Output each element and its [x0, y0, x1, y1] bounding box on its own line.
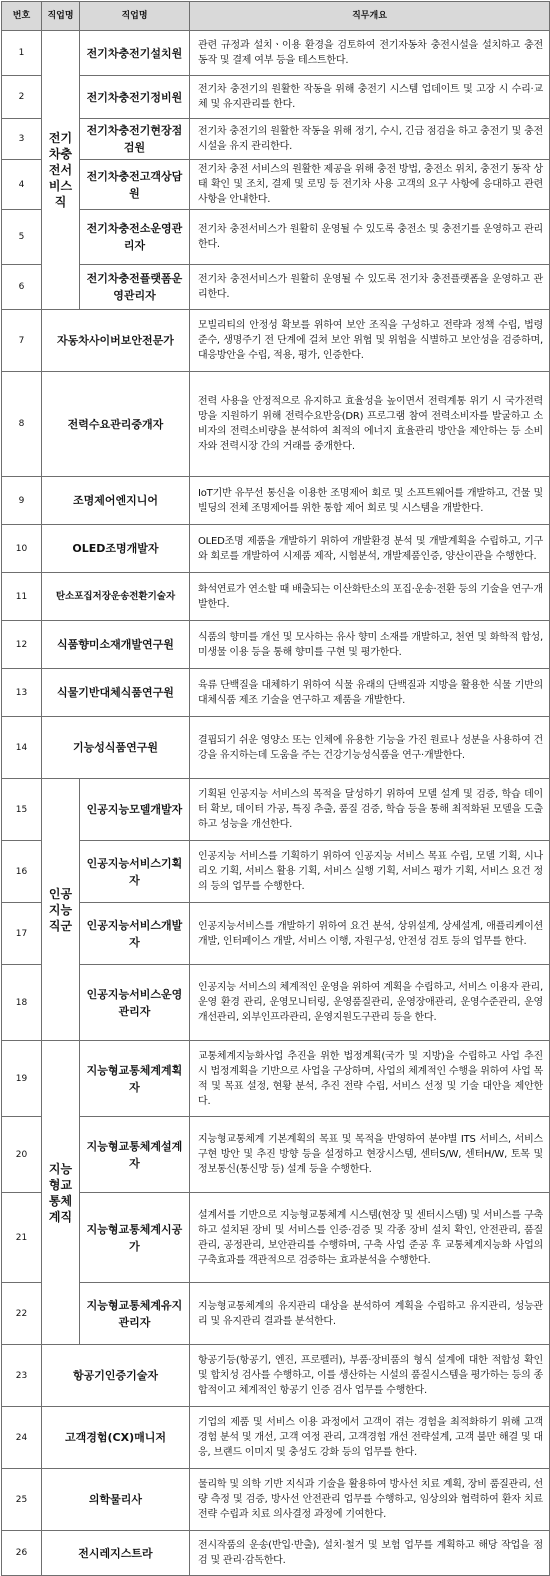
- job-name: 전기차충전기설치원: [80, 31, 190, 76]
- job-description: 기획된 인공지능 서비스의 목적을 달성하기 위하여 모델 설계 및 검증, 학습 데이터 확보, 데이터 가공, 특징 추출, 품질 검증, 학습 등을 통해 최적화된 모델을 도출하고 성능을 개선한다.: [190, 779, 550, 841]
- job-name: 인공지능서비스기획자: [80, 841, 190, 903]
- table-row: [2, 621, 550, 669]
- table-row: [2, 669, 550, 717]
- job-name: 기능성식품연구원: [42, 717, 190, 779]
- table-row: [2, 965, 550, 1041]
- job-description: 기업의 제품 및 서비스 이용 과정에서 고객이 겪는 경험을 최적화하기 위해 고객 경험 분석 및 개선, 고객 여정 관리, 고객경험 개선 전략설계, 고객 불만 해결 및 대응, 브랜드 이미지 및 충성도 강화 등의 업무를 한다.: [190, 1407, 550, 1469]
- job-description: 설계서를 기반으로 지능형교통체계 시스템(현장 및 센터시스템) 및 서비스를 구축하고 설치된 장비 및 서비스를 인증·검증 및 각종 장비 설치 확인, 안전관리, 품질관리, 공정관리, 보안관리를 수행하며, 구축 사업 준공 후 교통체계지능화 사업의 구축효과를 객관적으로 검증하는 효과분석을 수행한다.: [190, 1193, 550, 1283]
- table-row: [2, 31, 550, 76]
- job-name: 전기차충전플랫폼운영관리자: [80, 265, 190, 310]
- job-name: 전시레지스트라: [42, 1531, 190, 1576]
- table-row: [2, 1345, 550, 1407]
- job-description: 식품의 향미를 개선 및 모사하는 유사 향미 소재를 개발하고, 천연 및 화학적 합성, 미생물 이용 등을 통해 향미를 구현 및 평가한다.: [190, 621, 550, 669]
- table-row: [2, 477, 550, 525]
- job-name: 고객경험(CX)매니저: [42, 1407, 190, 1469]
- table-row: [2, 717, 550, 779]
- table-row: [2, 1117, 550, 1193]
- table-row: [2, 1193, 550, 1283]
- table-row: [2, 372, 550, 477]
- job-description: IoT기반 유무선 통신을 이용한 조명제어 회로 및 소프트웨어를 개발하고, 건물 및 빌딩의 전체 조명제어를 위한 통합 제어 회로 및 시스템을 개발한다.: [190, 477, 550, 525]
- job-description: 관련 규정과 설치ㆍ이용 환경을 검토하여 전기자동차 충전시설을 설치하고 충전 동작 및 결제 여부 등을 테스트한다.: [190, 31, 550, 76]
- table-row: [2, 119, 550, 160]
- row-number: 3: [2, 119, 42, 160]
- header-desc: 직무개요: [190, 2, 550, 31]
- header-job: 직업명: [80, 2, 190, 31]
- job-name: 지능형교통체계시공가: [80, 1193, 190, 1283]
- table-row: [2, 903, 550, 965]
- job-description: 전기차 충전기의 원활한 작동을 위해 정기, 수시, 긴급 점검을 하고 충전기 및 충전시설을 유지 관리한다.: [190, 119, 550, 160]
- table-row: [2, 841, 550, 903]
- job-name: 식물기반대체식품연구원: [42, 669, 190, 717]
- table-row: [2, 265, 550, 310]
- row-number: 6: [2, 265, 42, 310]
- row-number: 21: [2, 1193, 42, 1283]
- job-name: 항공기인증기술자: [42, 1345, 190, 1407]
- table-row: [2, 160, 550, 210]
- job-name: OLED조명개발자: [42, 525, 190, 573]
- row-number: 1: [2, 31, 42, 76]
- job-name: 인공지능서비스운영관리자: [80, 965, 190, 1041]
- job-name: 인공지능모델개발자: [80, 779, 190, 841]
- row-number: 18: [2, 965, 42, 1041]
- table-row: [2, 1407, 550, 1469]
- row-number: 8: [2, 372, 42, 477]
- job-description: 인공지능 서비스의 체계적인 운영을 위하여 계획을 수립하고, 서비스 이용자 관리, 운영 환경 관리, 운영모니터링, 운영품질관리, 운영장애관리, 운영수준관리, 운영개선관리, 외부인프라관리, 운영지원도구관리 등을 한다.: [190, 965, 550, 1041]
- table-row: [2, 76, 550, 119]
- row-number: 9: [2, 477, 42, 525]
- job-name: 지능형교통체계설계자: [80, 1117, 190, 1193]
- job-name: 전력수요관리중개자: [42, 372, 190, 477]
- job-name: 조명제어엔지니어: [42, 477, 190, 525]
- row-number: 24: [2, 1407, 42, 1469]
- row-number: 16: [2, 841, 42, 903]
- job-description: 화석연료가 연소할 때 배출되는 이산화탄소의 포집·운송·전환 등의 기술을 연구·개발한다.: [190, 573, 550, 621]
- job-name: 의학물리사: [42, 1469, 190, 1531]
- table-row: [2, 1041, 550, 1117]
- job-description: 전기차 충전 서비스의 원활한 제공을 위해 충전 방법, 충전소 위치, 충전기 동작 상태 확인 및 조치, 결제 및 로밍 등 전기차 사용 고객의 요구 사항에 응대하고 관련 사항을 안내한다.: [190, 160, 550, 210]
- job-description: OLED조명 제품을 개발하기 위하여 개발환경 분석 및 개발계획을 수립하고, 기구와 회로를 개발하여 시제품 제작, 시험분석, 개발제품인증, 양산이관을 수행한다.: [190, 525, 550, 573]
- job-description: 전기차 충전기의 원활한 작동을 위해 충전기 시스템 업데이트 및 고장 시 수리·교체 및 유지관리를 한다.: [190, 76, 550, 119]
- job-name: 전기차충전기정비원: [80, 76, 190, 119]
- group-text: 인공지능직군: [48, 886, 73, 933]
- table-row: [2, 525, 550, 573]
- job-name: 전기차충전고객상담원: [80, 160, 190, 210]
- job-name: 전기차충전기현장점검원: [80, 119, 190, 160]
- job-description: 지능형교통체계의 유지관리 대상을 분석하여 계획을 수립하고 유지관리, 성능관리 및 유지관리 결과를 분석한다.: [190, 1283, 550, 1345]
- job-description: 결핍되기 쉬운 영양소 또는 인체에 유용한 기능을 가진 원료나 성분을 사용하여 건강을 유지하는데 도움을 주는 건강기능성식품을 연구·개발한다.: [190, 717, 550, 779]
- row-number: 7: [2, 310, 42, 372]
- job-name: 지능형교통체계계획자: [80, 1041, 190, 1117]
- job-description: 지능형교통체계 기본계획의 목표 및 목적을 반영하여 분야별 ITS 서비스, 서비스 구현 방안 및 추진 방향 등을 설정하고 현장시스템, 센터S/W, 센터H/W, 토목 및 정보통신(통신망 등) 설계 등을 수행한다.: [190, 1117, 550, 1193]
- job-name: 자동차사이버보안전문가: [42, 310, 190, 372]
- job-description: 육류 단백질을 대체하기 위하여 식물 유래의 단백질과 지방을 활용한 식물 기반의 대체식품 제조 기술을 연구하고 제품을 개발한다.: [190, 669, 550, 717]
- row-number: 17: [2, 903, 42, 965]
- group-label-its: [42, 1041, 80, 1345]
- job-description: 인공지능서비스를 개발하기 위하여 요건 분석, 상위설계, 상세설계, 애플리케이션 개발, 인터페이스 개발, 서비스 이행, 자원구성, 안전성 검토 등의 업무를 한다.: [190, 903, 550, 965]
- job-description: 전기차 충전서비스가 원활히 운영될 수 있도록 충전소 및 충전기를 운영하고 관리한다.: [190, 210, 550, 265]
- row-number: 19: [2, 1041, 42, 1117]
- row-number: 12: [2, 621, 42, 669]
- row-number: 14: [2, 717, 42, 779]
- job-name: 인공지능서비스개발자: [80, 903, 190, 965]
- row-number: 20: [2, 1117, 42, 1193]
- row-number: 4: [2, 160, 42, 210]
- row-number: 23: [2, 1345, 42, 1407]
- job-description: 모빌리티의 안정성 확보를 위하여 보안 조직을 구성하고 전략과 정책 수립, 법령 준수, 생명주기 전 단계에 걸쳐 보안 위협 및 위험을 식별하고 보안성을 검증하며, 대응방안을 수립, 적용, 평가, 인증한다.: [190, 310, 550, 372]
- row-number: 26: [2, 1531, 42, 1576]
- table-row: [2, 210, 550, 265]
- job-description: 전력 사용을 안정적으로 유지하고 효율성을 높이면서 전력계통 위기 시 국가전력망을 지원하기 위해 전력수요반응(DR) 프로그램 참여 전력소비자를 발굴하고 소비자의 전력소비량을 분석하여 최적의 에너지 효율관리 방안을 제안하는 등 소비자와 전력시장 간의 거래를 중개한다.: [190, 372, 550, 477]
- row-number: 11: [2, 573, 42, 621]
- table-row: [2, 779, 550, 841]
- job-description: 항공기등(항공기, 엔진, 프로펠러), 부품·장비품의 형식 설계에 대한 적합성 확인 및 합치성 검사를 수행하고, 이를 생산하는 시설의 품질시스템을 평가하는 등의 종합적이고 체계적인 항공기 인증 검사 업무를 수행한다.: [190, 1345, 550, 1407]
- table-row: [2, 1469, 550, 1531]
- table-row: [2, 573, 550, 621]
- group-label-ev: [42, 31, 80, 310]
- group-text: 전기차충전서비스직: [48, 131, 73, 209]
- job-name: 탄소포집저장운송전환기술자: [42, 573, 190, 621]
- job-description: 물리학 및 의학 기반 지식과 기술을 활용하여 방사선 치료 계획, 장비 품질관리, 선량 측정 및 검증, 방사선 안전관리 업무를 수행하고, 임상의와 협력하여 환자 치료 전략 수립과 치료 의사결정 과정에 기여한다.: [190, 1469, 550, 1531]
- group-text: 지능형교통체계직: [48, 1161, 73, 1224]
- row-number: 10: [2, 525, 42, 573]
- row-number: 15: [2, 779, 42, 841]
- job-description: 전시작품의 운송(반입·반출), 설치·철거 및 보험 업무를 계획하고 해당 작업을 점검 및 관리·감독한다.: [190, 1531, 550, 1576]
- row-number: 22: [2, 1283, 42, 1345]
- table-header-row: [2, 2, 550, 31]
- row-number: 5: [2, 210, 42, 265]
- job-name: 지능형교통체계유지관리자: [80, 1283, 190, 1345]
- table-row: [2, 1283, 550, 1345]
- job-name: 식품향미소재개발연구원: [42, 621, 190, 669]
- job-table: [1, 1, 550, 1576]
- row-number: 2: [2, 76, 42, 119]
- header-field: 직업명: [42, 2, 80, 31]
- job-description: 교통체계지능화사업 추진을 위한 법정계획(국가 및 지방)을 수립하고 사업 추진 시 법정계획을 기반으로 사업을 구상하며, 사업의 체계적인 수행을 위하여 사업 목적 및 목표 설정, 현황 분석, 추진 전략 수립, 서비스 선정 및 기술 대안을 제안한다.: [190, 1041, 550, 1117]
- group-label-ai: [42, 779, 80, 1041]
- job-name: 전기차충전소운영관리자: [80, 210, 190, 265]
- job-description: 인공지능 서비스를 기획하기 위하여 인공지능 서비스 목표 수립, 모델 기획, 시나리오 기획, 서비스 활용 기획, 서비스 실행 기획, 서비스 평가 기획, 서비스 요건 정의 등의 업무를 수행한다.: [190, 841, 550, 903]
- job-description: 전기차 충전서비스가 원활히 운영될 수 있도록 전기차 충전플랫폼을 운영하고 관리한다.: [190, 265, 550, 310]
- header-no: 번호: [2, 2, 42, 31]
- row-number: 13: [2, 669, 42, 717]
- table-row: [2, 1531, 550, 1576]
- table-row: [2, 310, 550, 372]
- row-number: 25: [2, 1469, 42, 1531]
